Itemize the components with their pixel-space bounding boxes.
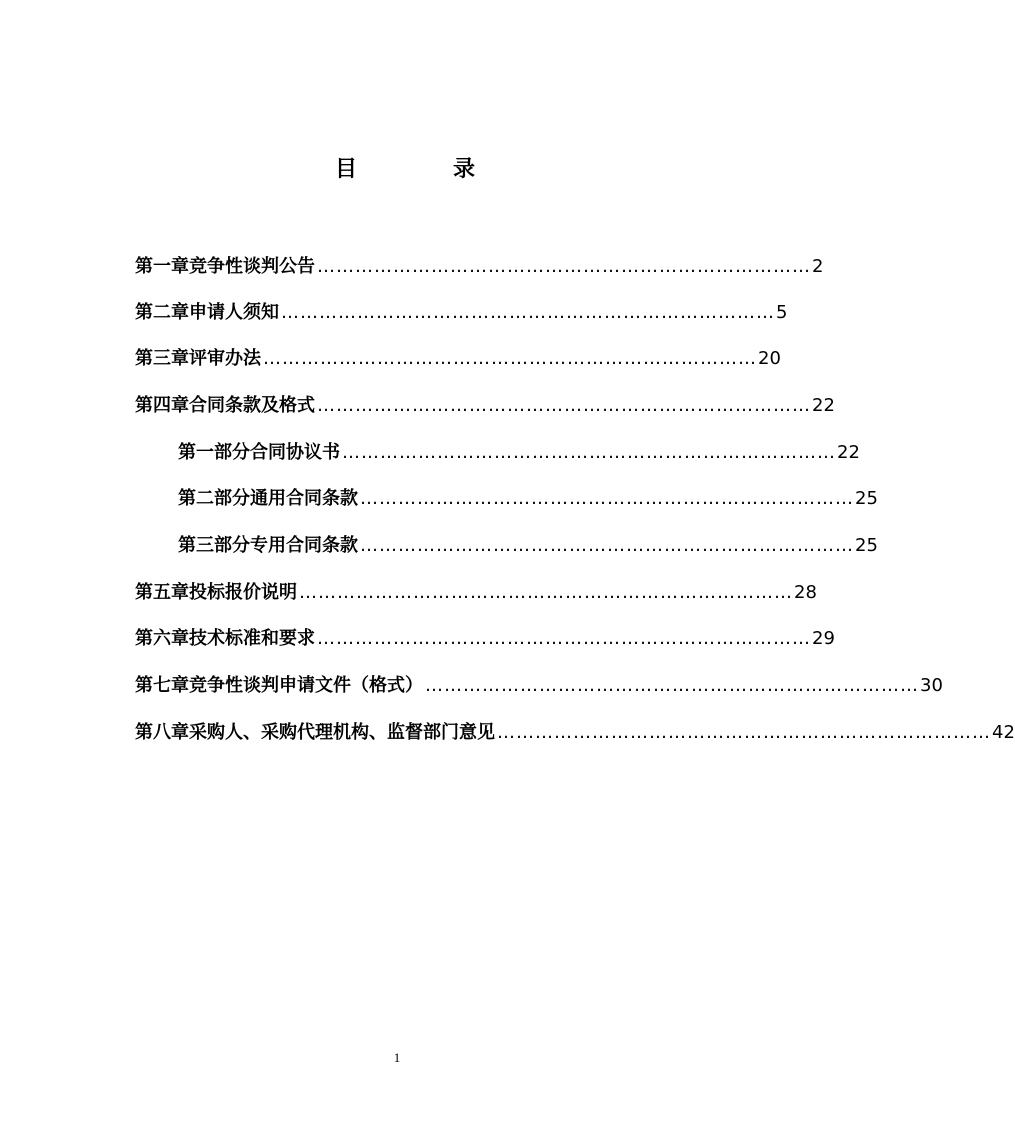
- toc-page-number: 22: [837, 442, 860, 463]
- toc-leader-dots: ……………………………………………………………………: [281, 302, 775, 323]
- toc-entry-part-1[interactable]: [178, 438, 860, 468]
- toc-page-number: 22: [812, 395, 835, 416]
- toc-leader-dots: ……………………………………………………………………: [317, 628, 811, 649]
- toc-part-title: 通用合同条款: [250, 488, 358, 509]
- page-title: [0, 152, 794, 188]
- toc-part-number: 第二部分: [178, 488, 250, 509]
- toc-leader-dots: ……………………………………………………………………: [360, 535, 854, 556]
- toc-part-title: 合同协议书: [250, 442, 340, 463]
- toc-page-number: 28: [794, 582, 817, 603]
- toc-chapter-number: 第七章: [135, 675, 189, 696]
- toc-entry-part-3[interactable]: [178, 531, 878, 561]
- toc-chapter-number: 第四章: [135, 395, 189, 416]
- toc-page-number: 30: [920, 675, 943, 696]
- toc-entry-chapter-7[interactable]: [135, 671, 943, 701]
- toc-entry-chapter-1[interactable]: [135, 252, 824, 282]
- toc-chapter-title: 投标报价说明: [189, 582, 297, 603]
- toc-chapter-title: 申请人须知: [189, 302, 279, 323]
- title-char-2: 录: [453, 157, 476, 182]
- toc-entry-chapter-2[interactable]: [135, 298, 788, 328]
- toc-chapter-title: 合同条款及格式: [189, 395, 315, 416]
- toc-leader-dots: ……………………………………………………………………: [317, 395, 811, 416]
- toc-page-number: 20: [758, 348, 781, 369]
- toc-entry-chapter-5[interactable]: [135, 578, 817, 608]
- footer-page-number: 1: [393, 1050, 401, 1065]
- toc-leader-dots: ……………………………………………………………………: [497, 722, 991, 743]
- title-char-1: 目: [335, 157, 358, 182]
- toc-part-title: 专用合同条款: [250, 535, 358, 556]
- toc-leader-dots: ……………………………………………………………………: [299, 582, 793, 603]
- toc-page-number: 5: [776, 302, 788, 323]
- toc-part-number: 第三部分: [178, 535, 250, 556]
- toc-entry-part-2[interactable]: [178, 484, 878, 514]
- toc-page-number: 29: [812, 628, 835, 649]
- toc-page-number: 2: [812, 256, 824, 277]
- toc-chapter-title: 竞争性谈判申请文件（格式）: [189, 675, 423, 696]
- toc-leader-dots: ……………………………………………………………………: [342, 442, 836, 463]
- toc-part-number: 第一部分: [178, 442, 250, 463]
- toc-chapter-title: 技术标准和要求: [189, 628, 315, 649]
- toc-leader-dots: ……………………………………………………………………: [425, 675, 919, 696]
- toc-page-number: 25: [855, 488, 878, 509]
- toc-chapter-number: 第六章: [135, 628, 189, 649]
- toc-leader-dots: ……………………………………………………………………: [263, 348, 757, 369]
- toc-chapter-title: 采购人、采购代理机构、监督部门意见: [189, 722, 495, 743]
- toc-chapter-number: 第三章: [135, 348, 189, 369]
- toc-chapter-title: 竞争性谈判公告: [189, 256, 315, 277]
- toc-chapter-title: 评审办法: [189, 348, 261, 369]
- toc-entry-chapter-4[interactable]: [135, 391, 835, 421]
- toc-chapter-number: 第二章: [135, 302, 189, 323]
- toc-chapter-number: 第一章: [135, 256, 189, 277]
- toc-entry-chapter-6[interactable]: [135, 624, 835, 654]
- toc-entry-chapter-8[interactable]: [135, 718, 1015, 748]
- toc-entry-chapter-3[interactable]: [135, 344, 781, 374]
- toc-page-number: 25: [855, 535, 878, 556]
- toc-chapter-number: 第八章: [135, 722, 189, 743]
- toc-page-number: 42: [992, 722, 1015, 743]
- toc-leader-dots: ……………………………………………………………………: [360, 488, 854, 509]
- toc-chapter-number: 第五章: [135, 582, 189, 603]
- toc-leader-dots: ……………………………………………………………………: [317, 256, 811, 277]
